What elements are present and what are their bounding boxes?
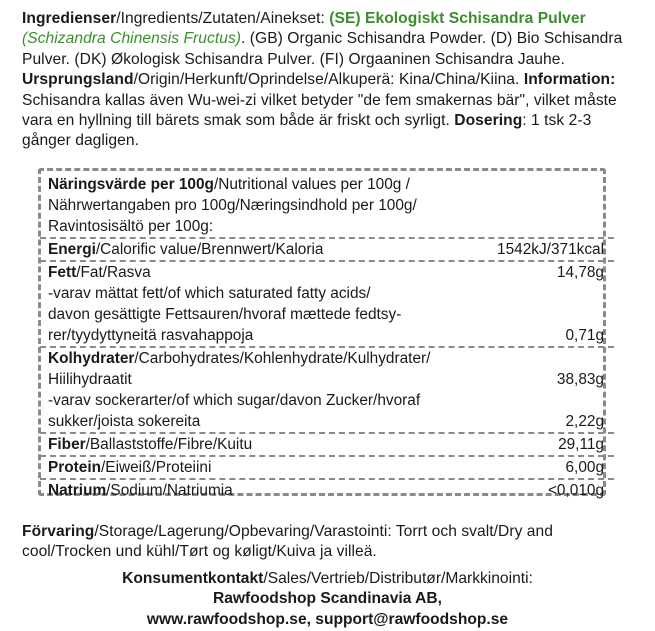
sodium-translations: /Sodium/Natriumia — [106, 482, 233, 499]
ingredients-langs: /Ingredients/Zutaten/Ainekset: — [116, 10, 330, 27]
contact-label: Konsumentkontakt — [122, 570, 264, 587]
contact-line-1 — [0, 569, 655, 589]
row-protein — [48, 457, 606, 478]
contact-block — [0, 569, 655, 630]
row-satfat-2 — [48, 304, 606, 325]
carb-translations: /Carbohydrates/Kohlenhydrate/Kulhydrater/ — [134, 350, 431, 367]
protein-label: Protein — [48, 459, 102, 476]
ingredients-rest: . (GB) Organic Schisandra Powder. (D) Bio Schisandra Pulver. (DK) Økologisk Schisandra Pulver. (FI) Orgaaninen Schisandra Jauhe. — [22, 30, 623, 68]
row-fat — [48, 262, 606, 283]
web-and-email: www.rawfoodshop.se, support@rawfoodshop.se — [146, 610, 509, 628]
storage-label: Förvaring — [22, 523, 95, 540]
row-satfat-3 — [48, 325, 606, 346]
contact-line-2 — [0, 589, 655, 609]
carb-label: Kolhydrater — [48, 350, 135, 367]
row-fiber — [48, 434, 606, 455]
nutrition-table — [48, 174, 606, 501]
dose-text: : 1 tsk 2-3 gånger dagligen. — [22, 112, 592, 150]
nutrition-header-bold: Näringsvärde per 100g — [48, 176, 214, 193]
sodium-value: <0,010g — [547, 482, 604, 499]
contact-line-3 — [0, 610, 655, 630]
nutrition-header-text-3: Ravintosisältö per 100g: — [48, 218, 214, 235]
sugar-value: 2,22g — [565, 413, 604, 430]
satfat-text-2: davon gesättigte Fettsauren/hvoraf mættede fedtsy- — [48, 306, 402, 323]
fat-label: Fett — [48, 264, 77, 281]
storage-text: /Storage/Lagerung/Opbevaring/Varastointi: Torrt och svalt/Dry and cool/Trocken und kühl/Tørt og køligt/Kuiva ja villeä. — [22, 523, 553, 561]
satfat-text-1: -varav mättat fett/of which saturated fatty acids/ — [48, 285, 371, 302]
carb-text-2: Hiilihydraatit — [48, 371, 132, 388]
nutrition-header-line-3 — [48, 216, 606, 237]
energy-value: 1542kJ/371kcal — [497, 241, 604, 258]
row-carb-1 — [48, 348, 606, 369]
protein-translations: /Eiweiß/Proteiini — [101, 459, 212, 476]
contact-translations: /Sales/Vertrieb/Distributør/Markkinointi: — [263, 570, 533, 587]
ingredients-label: Ingredienser — [22, 10, 117, 27]
fat-translations: /Fat/Rasva — [76, 264, 151, 281]
nutrition-header-text-2: Nährwertangaben pro 100g/Næringsindhold per 100g/ — [48, 197, 417, 214]
company-name: Rawfoodshop Scandinavia AB, — [212, 590, 443, 608]
satfat-value: 0,71g — [565, 327, 604, 344]
ingredients-paragraph — [22, 9, 637, 152]
nutrition-header-line-2 — [48, 195, 606, 216]
row-satfat-1 — [48, 283, 606, 304]
fiber-translations: /Ballaststoffe/Fibre/Kuitu — [85, 436, 253, 453]
product-name-se: (SE) Ekologiskt Schisandra Pulver — [329, 10, 586, 27]
sugar-text-1: -varav sockerarter/of which sugar/davon Zucker/hvoraf — [48, 392, 421, 409]
energy-translations: /Calorific value/Brennwert/Kaloria — [95, 241, 324, 258]
origin-label: Ursprungsland — [22, 71, 134, 89]
fiber-label: Fiber — [48, 436, 86, 453]
latin-name: (Schizandra Chinensis Fructus) — [22, 30, 242, 48]
dose-label: Dosering — [454, 112, 523, 130]
row-carb-2 — [48, 369, 606, 390]
fat-value: 14,78g — [556, 264, 604, 281]
info-label: Information: — [523, 71, 616, 89]
row-sodium — [48, 480, 606, 501]
nutrition-header-text: /Nutritional values per 100g / — [213, 176, 410, 193]
sodium-label: Natrium — [48, 482, 107, 499]
nutrition-header-line-1 — [48, 174, 606, 195]
satfat-text-3: rer/tyydyttyneitä rasvahappoja — [48, 327, 254, 344]
carb-value: 38,83g — [556, 371, 604, 388]
info-text: Schisandra kallas även Wu-wei-zi vilket betyder "de fem smakernas bär", vilket måste vara en hyllning till bärets smak som både är friskt och syrligt. — [22, 91, 617, 130]
energy-label: Energi — [48, 241, 96, 258]
storage-paragraph — [22, 522, 637, 563]
origin-text: /Origin/Herkunft/Oprindelse/Alkuperä: Kina/China/Kiina. — [133, 71, 524, 89]
row-sugar-2 — [48, 411, 606, 432]
protein-value: 6,00g — [565, 459, 604, 476]
sugar-text-2: sukker/joista sokereita — [48, 413, 201, 430]
fiber-value: 29,11g — [558, 436, 604, 453]
row-sugar-1 — [48, 390, 606, 411]
row-energy — [48, 239, 606, 260]
